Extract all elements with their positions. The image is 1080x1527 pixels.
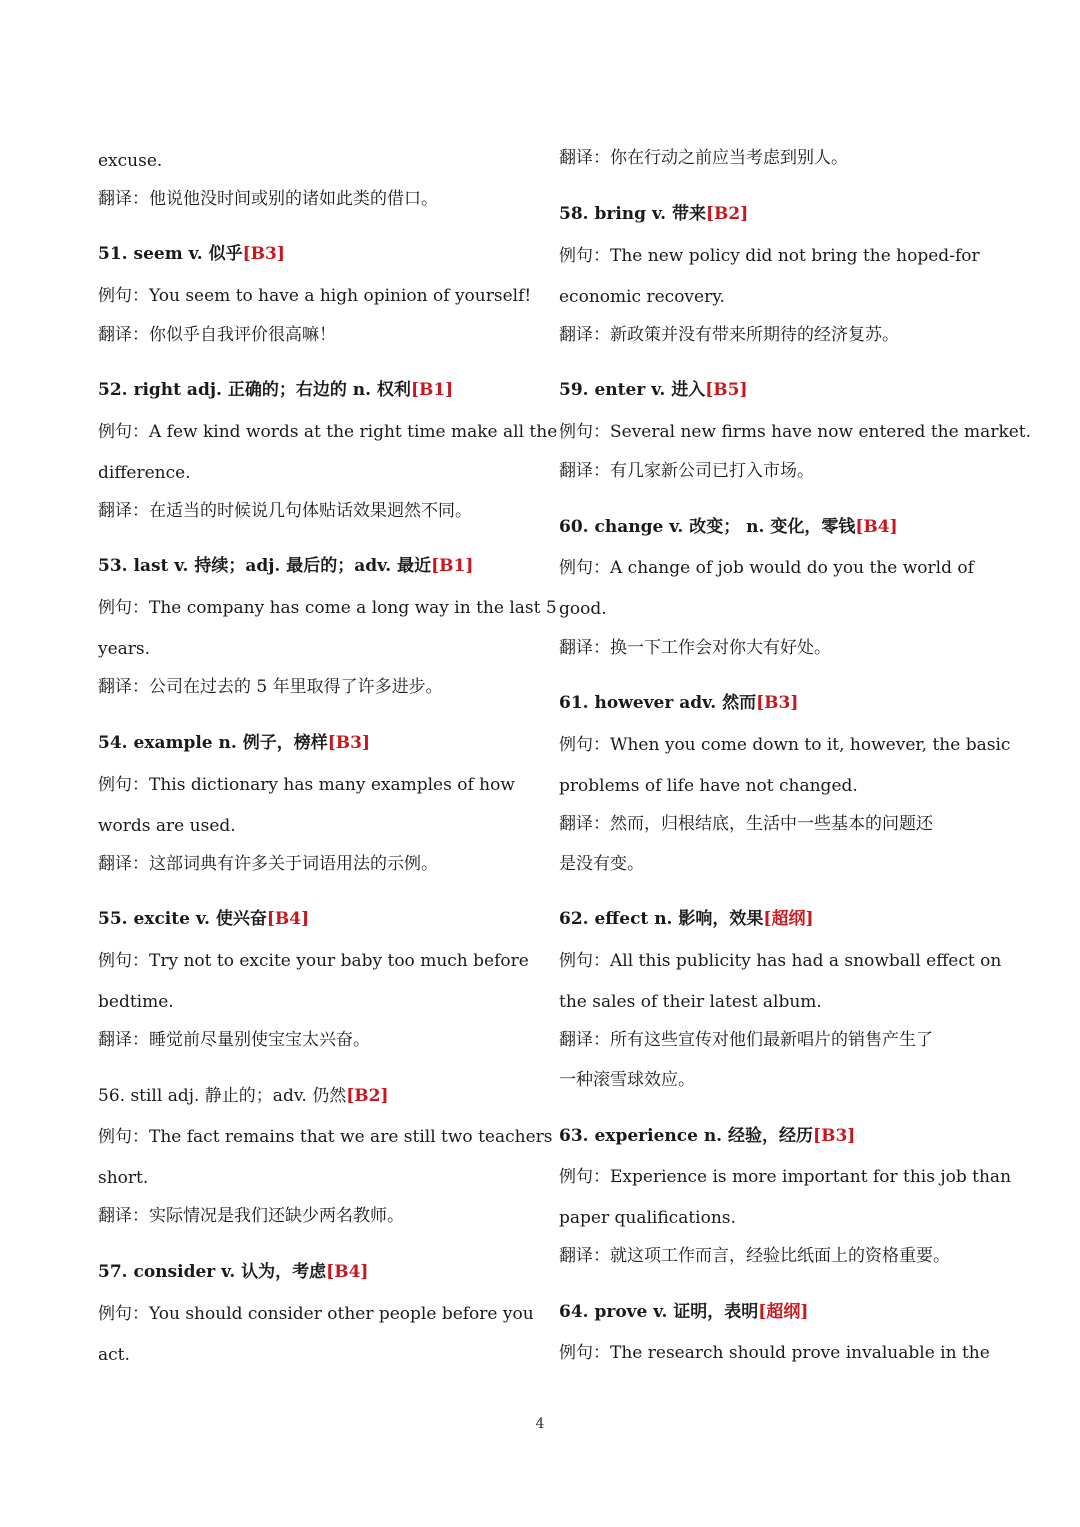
translation-line: 翻译：实际情况是我们还缺少两名教师。: [98, 1206, 404, 1226]
level-tag: [B3]: [756, 693, 799, 713]
entry-headword-64: [559, 1301, 808, 1323]
translation-line: 翻译：公司在过去的 5 年里取得了许多进步。: [98, 677, 443, 697]
example-line-cont: good.: [559, 599, 607, 619]
translation-line: 翻译：睡觉前尽量别使宝宝太兴奋。: [98, 1030, 370, 1050]
headword-text: 54. example n. 例子，榜样: [98, 733, 328, 753]
example-line: 例句：The research should prove invaluable in the: [559, 1343, 990, 1363]
entry-headword-62: [559, 908, 814, 930]
level-tag: [B5]: [705, 380, 748, 400]
example-line-cont: short.: [98, 1168, 149, 1188]
example-line: 例句：Try not to excite your baby too much before: [98, 951, 529, 971]
translation-line-cont: 一种滚雪球效应。: [559, 1070, 695, 1090]
entry-headword-60: [559, 516, 898, 538]
translation-line: 翻译：有几家新公司已打入市场。: [559, 461, 814, 481]
translation-line: 翻译：你在行动之前应当考虑到别人。: [559, 148, 848, 168]
continued-text: excuse.: [98, 151, 163, 171]
translation-line: 翻译：换一下工作会对你大有好处。: [559, 638, 831, 658]
headword-text: 53. last v. 持续；adj. 最后的；adv. 最近: [98, 556, 432, 576]
example-line-cont: years.: [98, 639, 151, 659]
example-line: 例句：This dictionary has many examples of how: [98, 775, 515, 795]
example-line-cont: problems of life have not changed.: [559, 776, 858, 796]
example-line: 例句：You should consider other people before you: [98, 1304, 534, 1324]
translation-line: 翻译：所有这些宣传对他们最新唱片的销售产生了: [559, 1030, 933, 1050]
headword-text: 63. experience n. 经验，经历: [559, 1126, 814, 1146]
example-line: 例句：Experience is more important for this job than: [559, 1167, 1012, 1187]
example-line-cont: words are used.: [98, 816, 236, 836]
level-tag: [超纲]: [758, 1302, 809, 1322]
example-line: 例句：When you come down to it, however, the basic: [559, 735, 1011, 755]
entry-headword-61: [559, 692, 798, 714]
translation-line: 翻译：新政策并没有带来所期待的经济复苏。: [559, 325, 899, 345]
entry-headword-58: [559, 203, 748, 225]
example-line: 例句：A few kind words at the right time make all the: [98, 422, 558, 442]
translation-line: 翻译：然而，归根结底，生活中一些基本的问题还: [559, 814, 933, 834]
example-line-cont: paper qualifications.: [559, 1208, 736, 1228]
level-tag: [B2]: [346, 1086, 389, 1106]
example-line: 例句：A change of job would do you the world of: [559, 558, 974, 578]
headword-text: 58. bring v. 带来: [559, 204, 706, 224]
level-tag: [B3]: [242, 244, 285, 264]
level-tag: [B4]: [326, 1262, 369, 1282]
example-line: 例句：The company has come a long way in the last 5: [98, 598, 557, 618]
translation-line-cont: 是没有变。: [559, 854, 644, 874]
headword-text: 57. consider v. 认为，考虑: [98, 1262, 327, 1282]
example-line-cont: bedtime.: [98, 992, 174, 1012]
headword-text: 56. still adj. 静止的；adv. 仍然: [98, 1086, 347, 1106]
example-line-cont: economic recovery.: [559, 287, 725, 307]
headword-text: 55. excite v. 使兴奋: [98, 909, 267, 929]
level-tag: [B1]: [431, 556, 474, 576]
translation-line: 翻译：你似乎自我评价很高嘛！: [98, 325, 336, 345]
level-tag: [B4]: [855, 517, 898, 537]
translation-line: 翻译：他说他没时间或别的诸如此类的借口。: [98, 189, 438, 209]
headword-text: 61. however adv. 然而: [559, 693, 757, 713]
entry-headword-63: [559, 1125, 855, 1147]
example-line-cont: act.: [98, 1345, 130, 1365]
example-line-cont: the sales of their latest album.: [559, 992, 822, 1012]
entry-headword-59: [559, 379, 748, 401]
headword-text: 62. effect n. 影响，效果: [559, 909, 764, 929]
example-line: 例句：The new policy did not bring the hoped-for: [559, 246, 980, 266]
example-line: 例句：Several new firms have now entered the market.: [559, 422, 1032, 442]
headword-text: 60. change v. 改变； n. 变化，零钱: [559, 517, 856, 537]
translation-line: 翻译：在适当的时候说几句体贴话效果迥然不同。: [98, 501, 472, 521]
translation-line: 翻译：这部词典有许多关于词语用法的示例。: [98, 854, 438, 874]
headword-text: 59. enter v. 进入: [559, 380, 706, 400]
level-tag: [B3]: [813, 1126, 856, 1146]
headword-text: 64. prove v. 证明，表明: [559, 1302, 759, 1322]
level-tag: [B4]: [266, 909, 310, 929]
headword-text: 52. right adj. 正确的；右边的 n. 权利: [98, 380, 411, 400]
level-tag: [B1]: [410, 380, 454, 400]
translation-line: 翻译：就这项工作而言，经验比纸面上的资格重要。: [559, 1246, 950, 1266]
level-tag: [B3]: [327, 733, 371, 753]
headword-text: 51. seem v. 似乎: [98, 244, 243, 264]
level-tag: [超纲]: [763, 909, 814, 929]
example-line-cont: difference.: [98, 463, 191, 483]
page-number: 4: [535, 1416, 545, 1432]
example-line: 例句：All this publicity has had a snowball effect on: [559, 951, 1002, 971]
example-line: 例句：The fact remains that we are still two teachers: [98, 1127, 553, 1147]
example-line: 例句：You seem to have a high opinion of yourself!: [98, 286, 532, 306]
level-tag: [B2]: [705, 204, 749, 224]
